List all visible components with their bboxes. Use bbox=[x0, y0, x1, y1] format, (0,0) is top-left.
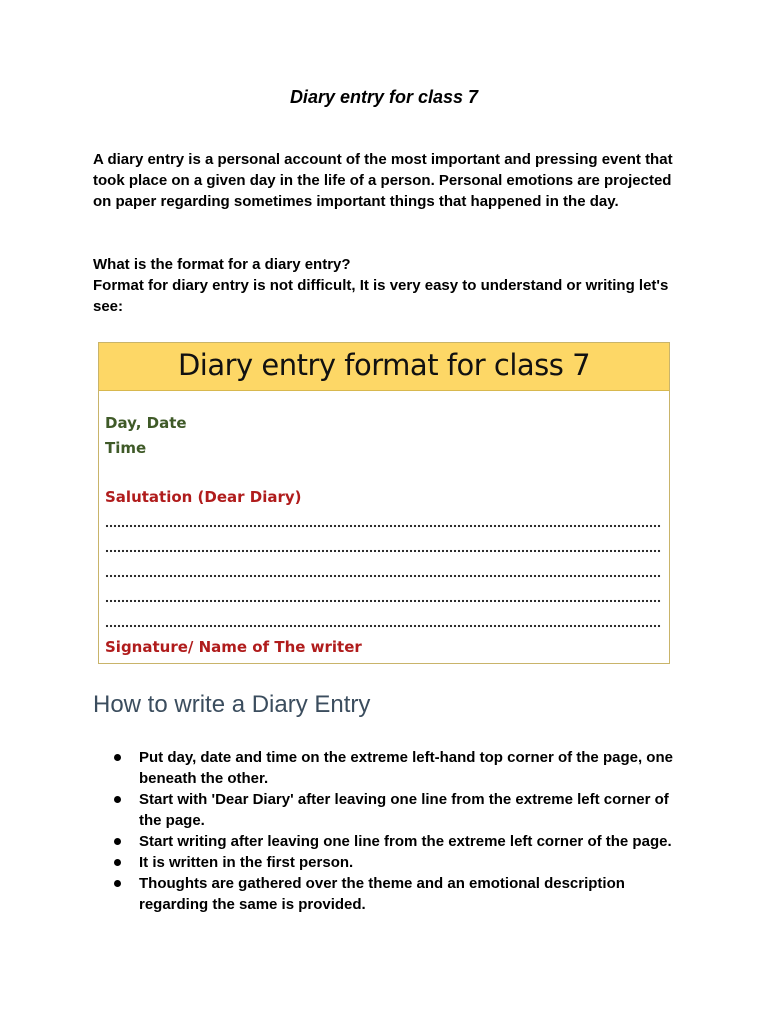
list-item-text: Thoughts are gathered over the theme and an emotional description regarding the same is provided. bbox=[139, 875, 625, 913]
list-item-text: It is written in the first person. bbox=[139, 854, 354, 871]
list-item-text: Put day, date and time on the extreme left-hand top corner of the page, one beneath the other. bbox=[139, 749, 673, 787]
diary-format-image bbox=[98, 342, 670, 664]
list-item-text: Start writing after leaving one line from the extreme left corner of the page. bbox=[139, 833, 672, 850]
format-day-date: Day, Date bbox=[105, 414, 187, 432]
how-to-heading: How to write a Diary Entry bbox=[93, 691, 371, 718]
intro-paragraph: A diary entry is a personal account of the most important and pressing event that took place on a given day in the life of a person. Personal emotions are projected on paper regarding sometimes important things that happened in the day. bbox=[93, 151, 673, 210]
list-item bbox=[139, 747, 679, 789]
list-item bbox=[139, 831, 679, 852]
bullet-icon bbox=[114, 859, 121, 866]
bullet-icon bbox=[114, 796, 121, 803]
dotted-writing-line bbox=[105, 624, 661, 628]
format-salutation: Salutation (Dear Diary) bbox=[105, 488, 302, 506]
format-image-header: Diary entry format for class 7 bbox=[99, 343, 669, 391]
format-answer: Format for diary entry is not difficult, It is very easy to understand or writing let's see: bbox=[93, 277, 669, 315]
document-title: Diary entry for class 7 bbox=[289, 87, 479, 107]
dotted-writing-line bbox=[105, 599, 661, 603]
list-item-text: Start with 'Dear Diary' after leaving one line from the extreme left corner of the page. bbox=[139, 791, 669, 829]
list-item bbox=[139, 852, 679, 873]
bullet-icon bbox=[114, 838, 121, 845]
dotted-writing-line bbox=[105, 549, 661, 553]
list-item bbox=[139, 873, 679, 915]
format-time: Time bbox=[105, 439, 147, 457]
dotted-writing-line bbox=[105, 574, 661, 578]
format-signature: Signature/ Name of The writer bbox=[105, 638, 362, 656]
format-question: What is the format for a diary entry? bbox=[93, 256, 351, 273]
bullet-icon bbox=[114, 754, 121, 761]
how-to-list bbox=[139, 747, 679, 915]
dotted-writing-line bbox=[105, 524, 661, 528]
list-item bbox=[139, 789, 679, 831]
bullet-icon bbox=[114, 880, 121, 887]
